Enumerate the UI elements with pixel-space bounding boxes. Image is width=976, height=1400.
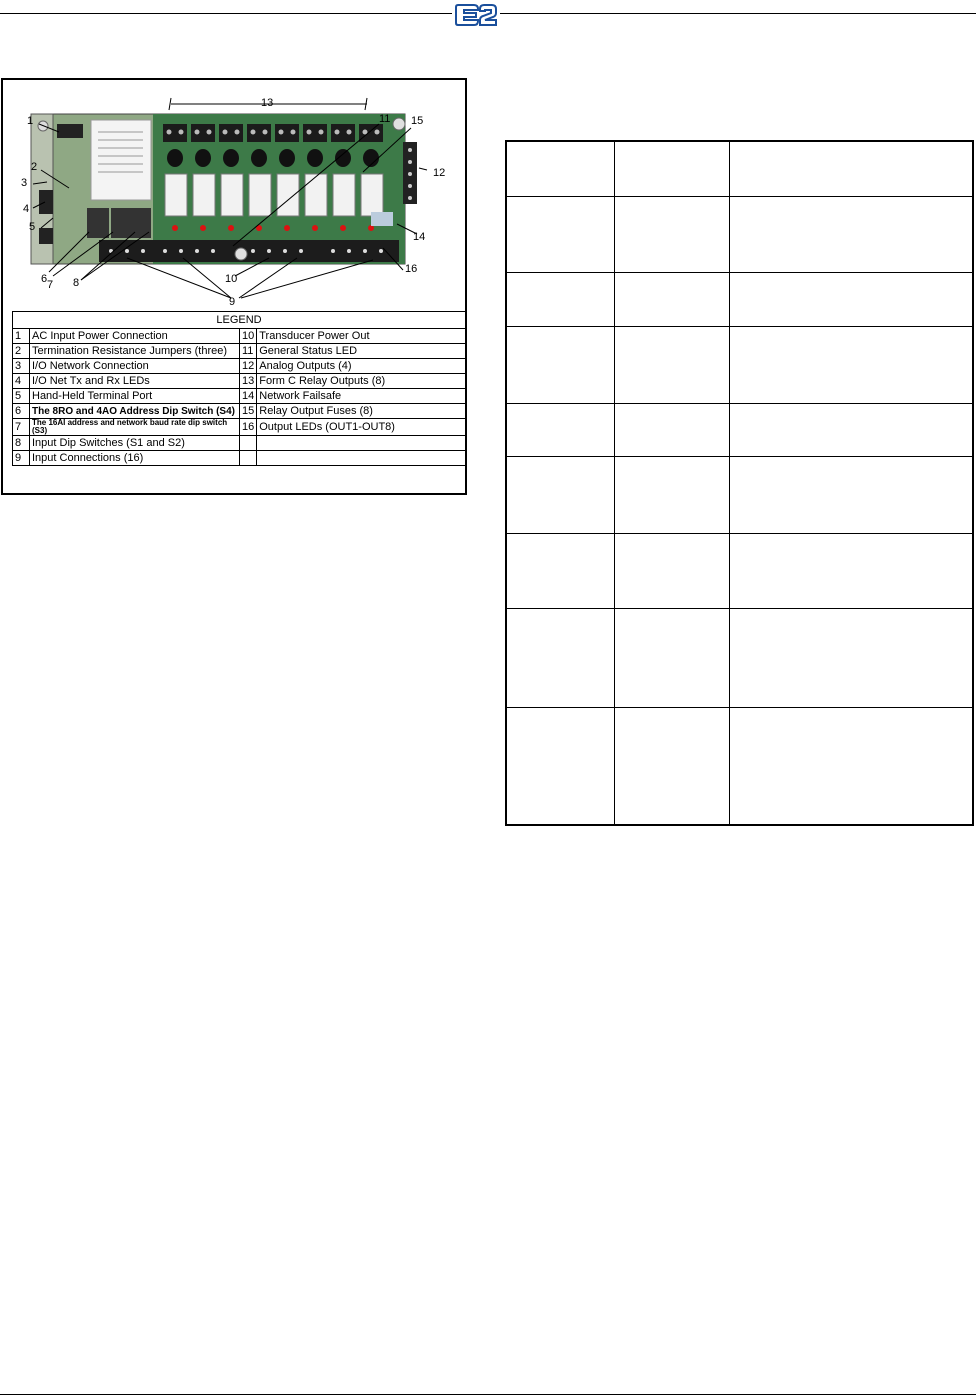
callout-14: 14 <box>413 231 426 243</box>
legend-row <box>13 359 466 374</box>
legend-num <box>240 436 257 451</box>
callout-6: 6 <box>41 273 48 285</box>
table-row <box>506 141 973 196</box>
legend-row <box>13 374 466 389</box>
table-row <box>506 533 973 608</box>
table-row <box>506 403 973 456</box>
legend-desc: Transducer Power Out <box>257 329 466 344</box>
legend-desc: AC Input Power Connection <box>30 329 240 344</box>
header-rule-left <box>0 13 452 14</box>
table-row <box>506 707 973 825</box>
legend-num: 15 <box>240 404 257 419</box>
legend-num: 16 <box>240 419 257 436</box>
legend-row <box>13 404 466 419</box>
table-row <box>506 608 973 707</box>
callout-8: 8 <box>73 277 80 289</box>
legend-row <box>13 389 466 404</box>
legend-row <box>13 344 466 359</box>
legend-row <box>13 436 466 451</box>
legend-desc: Termination Resistance Jumpers (three) <box>30 344 240 359</box>
legend-desc: Network Failsafe <box>257 389 466 404</box>
legend-num: 3 <box>13 359 30 374</box>
callout-10: 10 <box>225 273 238 285</box>
legend-num: 9 <box>13 451 30 466</box>
callout-5: 5 <box>29 221 36 233</box>
legend-num: 2 <box>13 344 30 359</box>
callout-1: 1 <box>27 115 34 127</box>
table-row <box>506 456 973 533</box>
legend-row <box>13 451 466 466</box>
callout-2: 2 <box>31 161 38 173</box>
e2-logo <box>452 1 500 29</box>
legend-desc: Form C Relay Outputs (8) <box>257 374 466 389</box>
legend-num: 1 <box>13 329 30 344</box>
callout-4: 4 <box>23 203 30 215</box>
legend-title: LEGEND <box>13 312 466 329</box>
blank-spec-table <box>505 140 974 826</box>
legend-desc: The 8RO and 4AO Address Dip Switch (S4) <box>30 404 240 419</box>
legend-desc <box>257 451 466 466</box>
legend-num: 7 <box>13 419 30 436</box>
callout-13: 13 <box>261 97 274 109</box>
table-row <box>506 272 973 326</box>
legend-num: 11 <box>240 344 257 359</box>
legend-num: 14 <box>240 389 257 404</box>
legend-num: 12 <box>240 359 257 374</box>
legend-header-row <box>13 312 466 329</box>
legend-desc <box>257 436 466 451</box>
callout-9: 9 <box>229 296 236 308</box>
legend-num: 13 <box>240 374 257 389</box>
legend-num: 5 <box>13 389 30 404</box>
legend-num: 4 <box>13 374 30 389</box>
legend-desc: I/O Network Connection <box>30 359 240 374</box>
callout-12: 12 <box>433 167 446 179</box>
table-row <box>506 326 973 403</box>
table-row <box>506 196 973 272</box>
legend-desc: Hand-Held Terminal Port <box>30 389 240 404</box>
legend-table <box>12 311 466 466</box>
callout-7: 7 <box>47 279 54 291</box>
callout-15: 15 <box>411 115 424 127</box>
legend-num: 6 <box>13 404 30 419</box>
legend-desc: The 16AI address and network baud rate dip switch (S3) <box>30 419 240 436</box>
legend-desc: Input Connections (16) <box>30 451 240 466</box>
legend-desc: General Status LED <box>257 344 466 359</box>
callout-11: 11 <box>379 113 391 125</box>
legend-row <box>13 329 466 344</box>
callout-16: 16 <box>405 263 418 275</box>
module-figure <box>1 78 467 495</box>
legend-desc: Analog Outputs (4) <box>257 359 466 374</box>
legend-num: 8 <box>13 436 30 451</box>
legend-desc: I/O Net Tx and Rx LEDs <box>30 374 240 389</box>
header-rule-right <box>500 13 976 14</box>
callout-3: 3 <box>21 177 28 189</box>
legend-num: 10 <box>240 329 257 344</box>
legend-desc: Input Dip Switches (S1 and S2) <box>30 436 240 451</box>
legend-desc: Output LEDs (OUT1-OUT8) <box>257 419 466 436</box>
legend-num <box>240 451 257 466</box>
legend-desc: Relay Output Fuses (8) <box>257 404 466 419</box>
legend-row <box>13 419 466 436</box>
footer-rule <box>0 1394 976 1395</box>
